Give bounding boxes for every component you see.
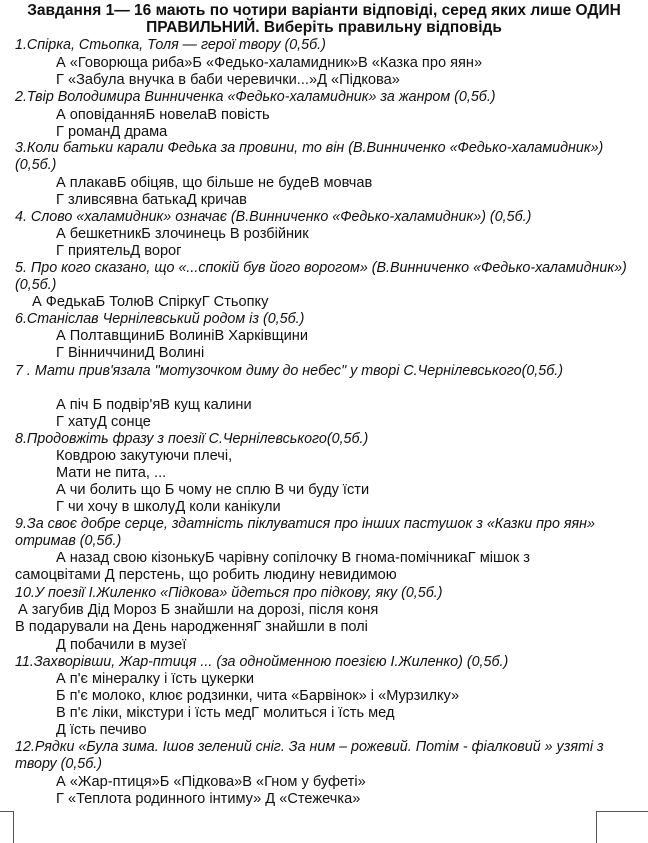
- question-1: 1.Спірка, Стьопка, Толя — герої твору (0,5б.): [15, 37, 326, 53]
- question-3-options-b: Г зливсявна батькаД кричав: [56, 192, 247, 208]
- question-8-options-a: А чи болить що Б чому не сплю В чи буду їсти: [56, 482, 370, 498]
- question-2: 2.Твір Володимира Винниченка «Федько-халамидник» за жанром (0,5б.): [15, 89, 496, 105]
- question-1-options-b: Г «Забула внучка в баби черевички...»Д «Підкова»: [56, 72, 400, 88]
- question-10-options-b: В подарували на День народженняГ знайшли в полі: [15, 619, 368, 635]
- question-11: 11.Захворівши, Жар-птиця ... (за однойменною поезією І.Жиленко) (0,5б.): [15, 654, 509, 670]
- question-11-options-c: В п'є ліки, мікстури і їсть медГ молиться і їсть мед: [56, 705, 395, 721]
- question-4: 4. Слово «халамидник» означає (В.Винниченко «Федько-халамидник») (0,5б.): [15, 209, 532, 225]
- question-10-options-a: А загубив Дід Мороз Б знайшли на дорозі, після коня: [18, 602, 379, 618]
- question-12-options-a: А «Жар-птиця»Б «Підкова»В «Гном у буфеті»: [56, 774, 366, 790]
- question-3: 3.Коли батьки карали Федька за провини, то він (В.Винниченко «Федько-халамидник») (0,5б.): [15, 140, 604, 173]
- question-2-options-b: Г романД драма: [56, 124, 168, 140]
- question-6: 6.Станіслав Чернілевський родом із (0,5б.): [15, 311, 305, 327]
- question-8: 8.Продовжіть фразу з поезії С.Чернілевського(0,5б.): [15, 431, 369, 447]
- page-corner-right-vertical: [596, 811, 597, 843]
- question-1-options-a: А «Говорюща риба»Б «Федько-халамидник»В «Казка про яян»: [56, 55, 483, 71]
- question-12-options-b: Г «Теплота родинного інтиму» Д «Стежечка»: [56, 791, 361, 807]
- question-9-options-a: А назад свою кізонькуБ чарівну сопілочку В гнома-помічникаГ мішок з: [56, 550, 530, 566]
- question-2-options-a: А оповіданняБ новелаВ повість: [56, 107, 270, 123]
- page-corner-right: [596, 811, 648, 812]
- question-6-options-a: А ПолтавщиниБ ВолиніВ Харківщини: [56, 328, 308, 344]
- poem-line-1: Ковдрою закутуючи плечі,: [56, 448, 233, 464]
- question-10: 10.У поезії І.Жиленко «Підкова» йдеться про підкову, яку (0,5б.): [15, 585, 443, 601]
- question-10-options-c: Д побачили в музеї: [56, 637, 187, 653]
- question-7-options-a: А піч Б подвір'яВ кущ калини: [56, 397, 252, 413]
- question-12: 12.Рядки «Була зима. Ішов зелений сніг. За ним – рожевий. Потім - фіалковий » узяті з твору (0,5б.): [15, 739, 604, 772]
- question-11-options-b: Б п'є молоко, клює родзинки, чита «Барвінок» і «Мурзилку»: [56, 688, 460, 704]
- question-6-options-b: Г ВінниччиниД Волині: [56, 345, 205, 361]
- question-8-options-b: Г чи хочу в школуД коли канікули: [56, 499, 281, 515]
- poem-line-2: Мати не пита, ...: [56, 465, 167, 481]
- question-7-options-b: Г хатуД сонце: [56, 414, 151, 430]
- question-3-options-a: А плакавБ обіцяв, що більше не будеВ мовчав: [56, 175, 373, 191]
- task-title: Завдання 1— 16 мають по чотири варіанти відповіді, серед яких лише ОДИН ПРАВИЛЬНИЙ. Виберіть правильну відповідь: [27, 2, 621, 36]
- question-9-options-b: самоцвітами Д перстень, що робить людину невидимою: [15, 567, 397, 583]
- question-11-options-d: Д їсть печиво: [56, 722, 147, 738]
- page-corner-left: [0, 811, 14, 812]
- page-corner-left-vertical: [13, 811, 14, 843]
- question-5: 5. Про кого сказано, що «...спокій був його ворогом» (В.Винниченко «Федько-халамидник») (0,5б.): [15, 260, 627, 293]
- question-4-options-b: Г приятельД ворог: [56, 243, 182, 259]
- question-11-options-a: А п'є мінералку і їсть цукерки: [56, 671, 255, 687]
- question-9: 9.За своє добре серце, здатність піклуватися про інших пастушок з «Казки про яян» отримав (0,5б.): [15, 516, 595, 549]
- question-4-options-a: А бешкетникБ злочинець В розбійник: [56, 226, 309, 242]
- question-5-options: А ФедькаБ ТолюВ СпіркуГ Стьопку: [32, 294, 269, 310]
- question-7: 7 . Мати прив'язала "мотузочком диму до небес" у творі С.Чернілевського(0,5б.): [15, 363, 563, 379]
